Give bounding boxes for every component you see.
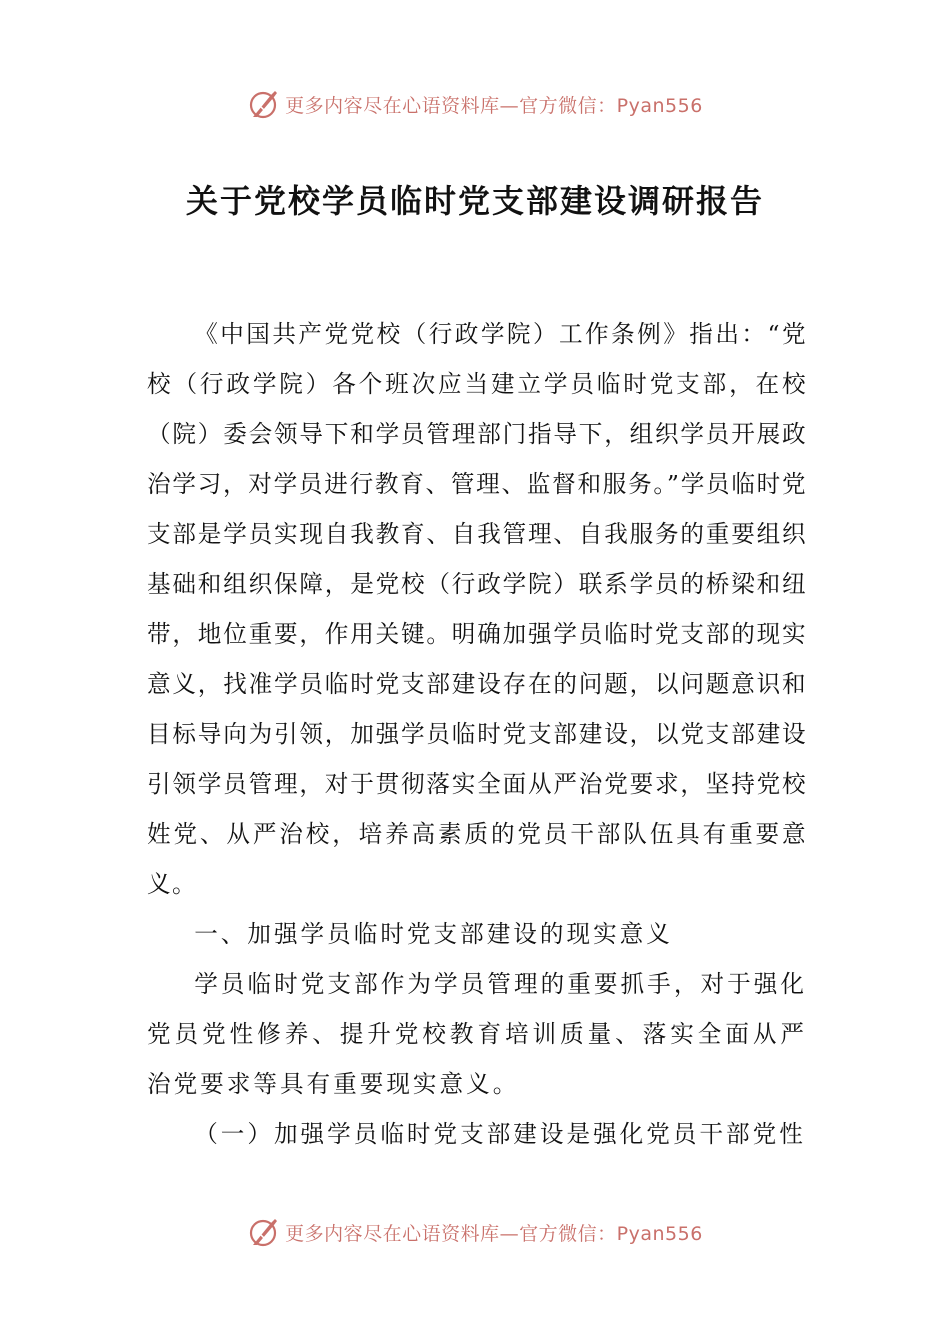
watermark-label: 更多内容尽在心语资料库—官方微信：Pyan556 xyxy=(285,94,703,117)
watermark-label: 更多内容尽在心语资料库—官方微信：Pyan556 xyxy=(285,1222,703,1245)
watermark-footer xyxy=(0,1212,950,1252)
paragraph-intro: 《中国共产党党校（行政学院）工作条例》指出：“党校（行政学院）各个班次应当建立学员临时党支部，在校（院）委会领导下和学员管理部门指导下，组织学员开展政治学习，对学员进行教育、管理、监督和服务。”学员临时党支部是学员实现自我教育、自我管理、自我服务的重要组织基础和组织保障，是党校（行政学院）联系学员的桥梁和纽带，地位重要，作用关键。明确加强学员临时党支部的现实意义，找准学员临时党支部建设存在的问题，以问题意识和目标导向为引领，加强学员临时党支部建设，以党支部建设引领学员管理，对于贯彻落实全面从严治党要求，坚持党校姓党、从严治校，培养高素质的党员干部队伍具有重要意义。 xyxy=(147,320,807,898)
document-title: 关于党校学员临时党支部建设调研报告 xyxy=(185,182,764,220)
section-heading-1: 一、加强学员临时党支部建设的现实意义 xyxy=(194,920,673,948)
pen-seal-icon xyxy=(247,1215,281,1249)
watermark-header xyxy=(0,84,950,124)
pen-seal-icon xyxy=(247,87,281,121)
document-body xyxy=(147,309,807,1159)
subsection-heading-1: （一）加强学员临时党支部建设是强化党员干部党性 xyxy=(194,1120,806,1148)
paragraph-section-1: 学员临时党支部作为学员管理的重要抓手，对于强化党员党性修养、提升党校教育培训质量、落实全面从严治党要求等具有重要现实意义。 xyxy=(147,970,807,1098)
